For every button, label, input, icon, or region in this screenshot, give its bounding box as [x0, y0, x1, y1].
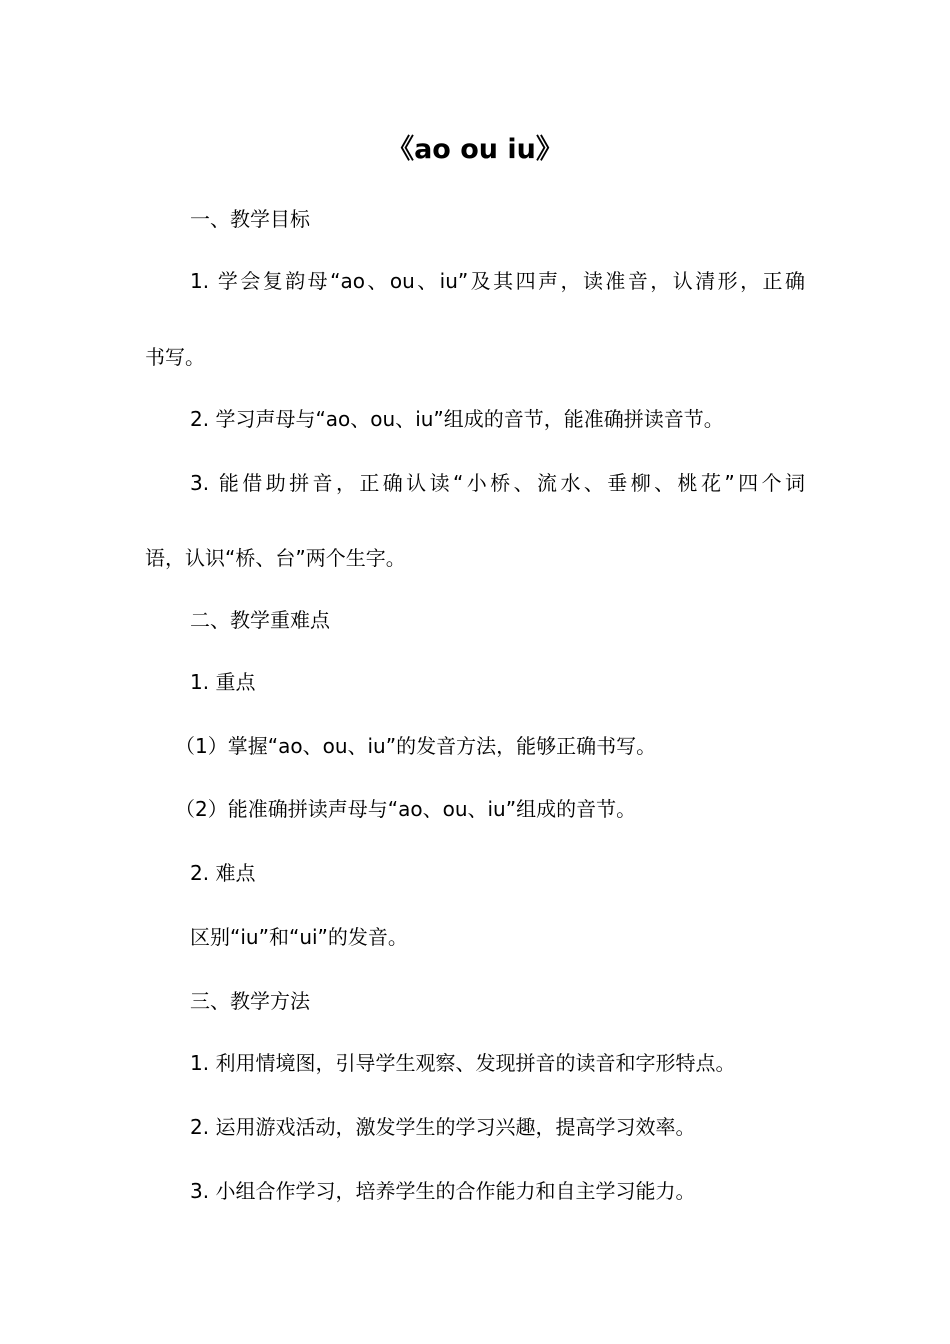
method-item-3: 3. 小组合作学习，培养学生的合作能力和自主学习能力。	[190, 1179, 696, 1203]
difficulty-label: 2. 难点	[190, 861, 256, 885]
method-item-1: 1. 利用情境图，引导学生观察、发现拼音的读音和字形特点。	[190, 1051, 736, 1075]
goal-item-3-line-2: 语，认识“桥、台”两个生字。	[145, 546, 406, 570]
section-heading-key-points: 二、教学重难点	[190, 608, 330, 632]
document-title: 《ao ou iu》	[387, 134, 563, 165]
goal-item-1-line-2: 书写。	[145, 345, 205, 369]
goal-item-1-line-1: 1. 学会复韵母“ao、ou、iu”及其四声，读准音，认清形，正确	[190, 269, 805, 293]
section-heading-methods: 三、教学方法	[190, 989, 310, 1013]
goal-item-3-line-1: 3. 能借助拼音，正确认读“小桥、流水、垂柳、桃花”四个词	[190, 471, 805, 495]
method-item-2: 2. 运用游戏活动，激发学生的学习兴趣，提高学习效率。	[190, 1115, 696, 1139]
focus-label: 1. 重点	[190, 670, 256, 694]
section-heading-goals: 一、教学目标	[190, 207, 310, 231]
focus-item-2: （2）能准确拼读声母与“ao、ou、iu”组成的音节。	[175, 797, 637, 821]
difficulty-item: 区别“iu”和“ui”的发音。	[190, 925, 408, 949]
goal-item-2: 2. 学习声母与“ao、ou、iu”组成的音节，能准确拼读音节。	[190, 407, 724, 431]
focus-item-1: （1）掌握“ao、ou、iu”的发音方法，能够正确书写。	[175, 734, 657, 758]
